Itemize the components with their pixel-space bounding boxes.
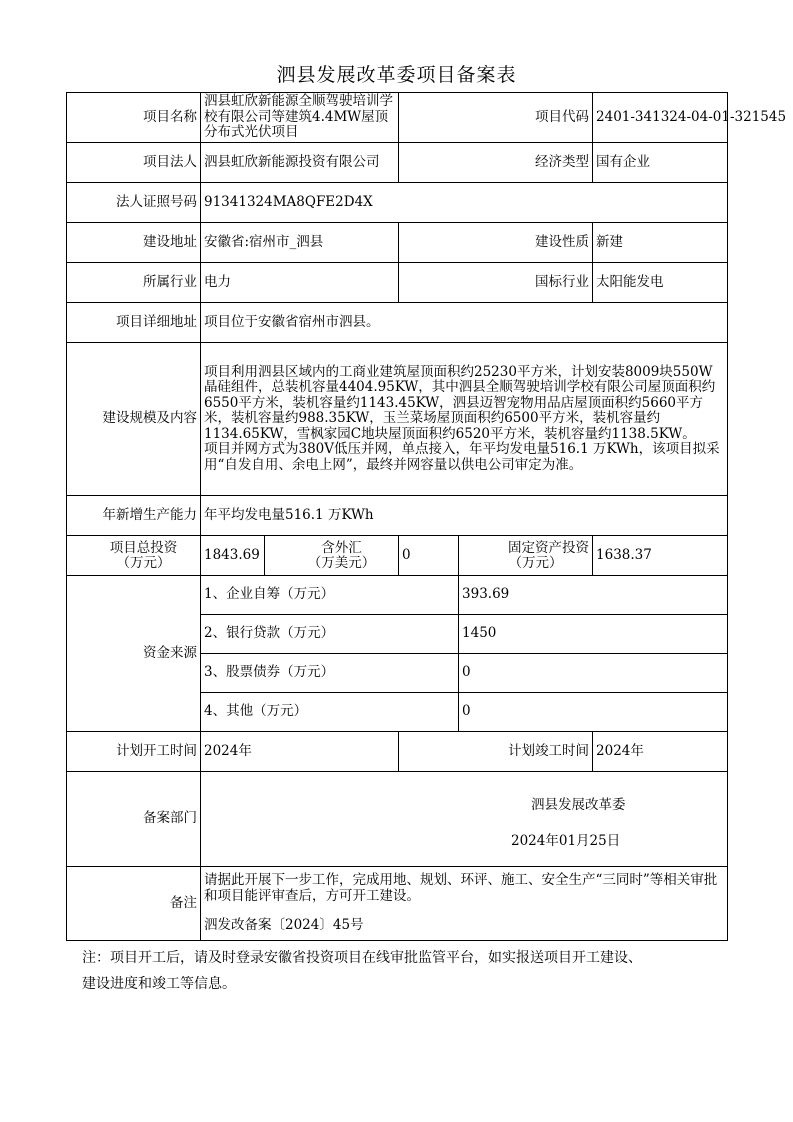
start-time-label: 计划开工时间	[67, 732, 201, 772]
row-schedule	[67, 732, 728, 772]
remark-paragraph-1: 请据此开展下一步工作，完成用地、规划、环评、施工、安全生产“三同时”等相关审批和项目能评审查后，方可开工建设。	[204, 872, 718, 904]
row-scale	[67, 343, 728, 496]
foreign-value	[399, 536, 459, 576]
funding-item-label: 2、银行贷款（万元）	[201, 615, 459, 654]
department-cell	[201, 772, 728, 867]
total-invest-label-line1: 项目总投资	[109, 539, 178, 556]
fixed-invest-value: 1638.37	[593, 536, 728, 576]
fixed-invest-label-line2: （万元）	[508, 554, 563, 571]
license-label: 法人证照号码	[67, 183, 201, 223]
total-invest-value: 1843.69	[201, 536, 265, 576]
project-name-label: 项目名称	[67, 93, 201, 143]
footnote-line-2: 建设进度和竣工等信息。	[82, 976, 236, 992]
foreign-label-line2: （万美元）	[307, 554, 376, 571]
footnote	[82, 945, 732, 997]
capacity-value: 年平均发电量516.1 万KWh	[201, 496, 728, 536]
scale-label: 建设规模及内容	[67, 343, 201, 496]
end-time-value: 2024年	[593, 732, 728, 772]
row-address	[67, 303, 728, 343]
department-box	[201, 772, 727, 866]
scale-paragraph-1: 项目利用泗县区域内的工商业建筑屋顶面积约25230平方米，计划安装8009块550W晶硅组件，总装机容量4404.95KW，其中泗县全顺驾驶培训学校有限公司屋顶面积约6550平方米，装机容量约1143.45KW，泗县迈智宠物用品店屋顶面积约5660平方米，装机容量约988.35KW，玉兰菜场屋顶面积约6500平方米，装机容量约1134.65KW，雪枫家园C地块屋顶面积约6520平方米，装机容量约1138.5KW。	[204, 363, 716, 442]
total-invest-label-line2: （万元）	[116, 554, 171, 571]
row-remark	[67, 867, 728, 941]
location-value: 安徽省:宿州市_泗县	[201, 223, 399, 263]
fixed-invest-label	[459, 536, 593, 576]
industry-label: 所属行业	[67, 263, 201, 303]
national-industry-label: 国标行业	[399, 263, 593, 303]
foreign-label	[265, 536, 399, 576]
funding-item-value: 393.69	[459, 576, 728, 615]
row-legal-person	[67, 143, 728, 183]
foreign-value-text: 0	[402, 546, 411, 563]
nature-value: 新建	[593, 223, 728, 263]
project-code-value: 2401-341324-04-01-321545	[593, 93, 728, 143]
total-invest-label	[67, 536, 201, 576]
start-time-value: 2024年	[201, 732, 399, 772]
national-industry-value: 太阳能发电	[593, 263, 728, 303]
funding-label: 资金来源	[67, 576, 201, 732]
row-project-name	[67, 93, 728, 143]
funding-item-value: 0	[459, 654, 728, 693]
funding-item-value: 0	[459, 693, 728, 732]
project-name-value: 泗县虹欣新能源全顺驾驶培训学校有限公司等建筑4.4MW屋顶分布式光伏项目	[201, 93, 399, 143]
project-code-label: 项目代码	[399, 93, 593, 143]
funding-item-value: 1450	[459, 615, 728, 654]
address-label: 项目详细地址	[67, 303, 201, 343]
economy-type-label: 经济类型	[399, 143, 593, 183]
row-location	[67, 223, 728, 263]
row-investment	[67, 536, 728, 576]
remark-label: 备注	[67, 867, 201, 941]
legal-person-value: 泗县虹欣新能源投资有限公司	[201, 143, 399, 183]
funding-item-label: 3、股票债券（万元）	[201, 654, 459, 693]
license-value: 91341324MA8QFE2D4X	[201, 183, 728, 223]
page-title: 泗县发展改革委项目备案表	[276, 64, 517, 86]
location-label: 建设地址	[67, 223, 201, 263]
scale-value	[201, 343, 728, 496]
row-capacity	[67, 496, 728, 536]
remark-paragraph-2: 泗发改备案〔2024〕45号	[204, 917, 364, 934]
remark-value	[201, 867, 728, 941]
economy-type-value: 国有企业	[593, 143, 728, 183]
funding-item-label: 1、企业自筹（万元）	[201, 576, 459, 615]
capacity-label: 年新增生产能力	[67, 496, 201, 536]
filing-form-table	[66, 92, 787, 941]
department-label: 备案部门	[67, 772, 201, 867]
row-license	[67, 183, 728, 223]
row-industry	[67, 263, 728, 303]
row-funding-1	[67, 576, 728, 615]
department-name: 泗县发展改革委	[531, 797, 626, 813]
address-value: 项目位于安徽省宿州市泗县。	[201, 303, 728, 343]
row-department	[67, 772, 728, 867]
foreign-label-line1: 含外汇	[321, 539, 362, 556]
scale-paragraph-2: 项目并网方式为380V低压并网，单点接入，年平均发电量516.1 万KWh，该项目拟采用“自发自用、余电上网”，最终并网容量以供电公司审定为准。	[204, 441, 720, 473]
nature-label: 建设性质	[399, 223, 593, 263]
funding-item-label: 4、其他（万元）	[201, 693, 459, 732]
footnote-line-1: 注：项目开工后，请及时登录安徽省投资项目在线审批监管平台，如实报送项目开工建设、	[82, 950, 642, 966]
industry-value: 电力	[201, 263, 399, 303]
fixed-invest-label-line1: 固定资产投资	[508, 539, 590, 556]
end-time-label: 计划竣工时间	[399, 732, 593, 772]
department-date: 2024年01月25日	[511, 833, 621, 849]
legal-person-label: 项目法人	[67, 143, 201, 183]
